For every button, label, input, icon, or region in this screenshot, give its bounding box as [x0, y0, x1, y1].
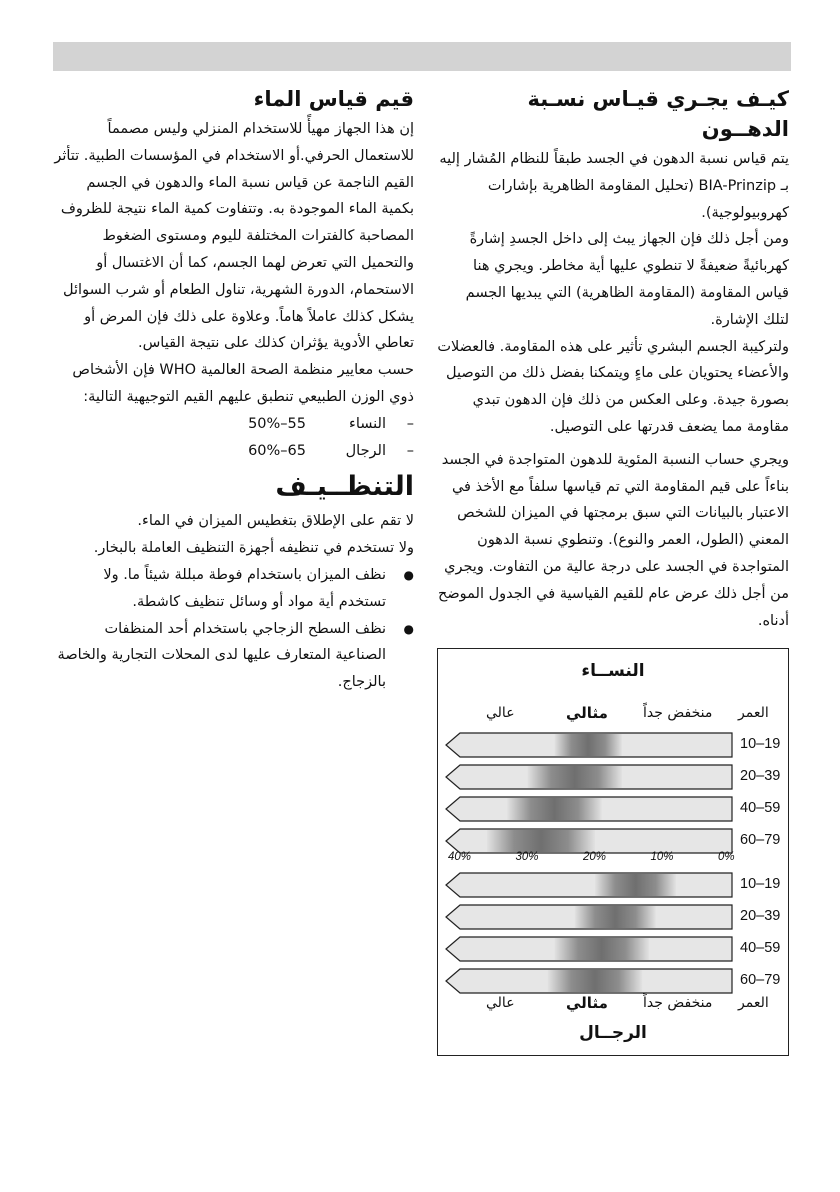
- women-age-label-0: 10–19: [740, 736, 781, 752]
- cleaning-heading: التنظــيـف: [275, 471, 414, 503]
- footer-ideal: مثالي: [566, 994, 608, 1012]
- header-age: العمر: [738, 705, 769, 721]
- bullet-icon: ●: [403, 621, 414, 636]
- women-ideal-band-1: [528, 766, 623, 788]
- bullet-icon: ●: [403, 567, 414, 582]
- women-ideal-band-2: [507, 798, 602, 820]
- women-label: النساء: [349, 415, 386, 432]
- women-age-label-3: 60–79: [740, 832, 781, 848]
- cleaning-line-2: ولا تستخدم في تنظيفه أجهزة التنظيف العاملة بالبخار.: [93, 540, 414, 557]
- percent-tick-4: 0%: [718, 851, 735, 863]
- header-high: عالي: [486, 705, 515, 721]
- women-ideal-band-0: [555, 734, 623, 756]
- men-age-label-0: 10–19: [740, 876, 781, 892]
- dash-marker: –: [406, 415, 414, 432]
- men-ideal-band-1: [575, 906, 656, 928]
- fat-paragraph-4: ويجري حساب النسبة المئوية للدهون المتواجدة في الجسد بناءاً على قيم المقاومة التي تم قياسها سلفاً مع الأخذ في الاعتبار بالبيانات التي سبق برمجتها في الميزان للشخص المعني (الطول، العمر والنوع). وتنطوي نسبة الدهون المتواجدة في الجسد على درجة عالية من التفاوت. ويجري من أجل ذلك عرض عام للقيم القياسية في الجدول الموضح أدناه.: [437, 451, 789, 629]
- percent-tick-2: 20%: [583, 851, 607, 863]
- fat-paragraph-2: ومن أجل ذلك فإن الجهاز يبث إلى داخل الجسدِ إشارةً كهربائيةً ضعيفةً لا تنطوي عليها أية مخاطر. ويجري هنا قياس المقاومة (المقاومة الظاهرية) التي يبديها الجسم لتلك الإشارة.: [465, 231, 789, 328]
- cleaning-bullet-1: [52, 562, 414, 616]
- footer-very-low: منخفض جداً: [643, 995, 713, 1011]
- women-ideal-band-3: [487, 830, 595, 852]
- header-bar: [53, 42, 791, 71]
- percent-tick-0: 40%: [448, 851, 472, 863]
- women-value: 50%–55: [248, 415, 306, 432]
- men-age-label-1: 20–39: [740, 908, 781, 924]
- water-heading: قيم قياس الماء: [253, 87, 414, 111]
- men-chart-title: الرجــال: [579, 1023, 647, 1043]
- percent-tick-3: 10%: [650, 851, 674, 863]
- header-very-low: منخفض جداً: [643, 705, 713, 721]
- women-guideline: [52, 411, 414, 438]
- men-guideline: [52, 438, 414, 465]
- fat-paragraph-1: يتم قياس نسبة الدهون في الجسد طبقاً للنظام المُشار إليه بـ BIA-Prinzip (تحليل المقاومة الظاهرية بإشارات كهروبيولوجية).: [439, 151, 789, 221]
- water-section: [52, 84, 414, 696]
- men-label: الرجال: [345, 442, 386, 459]
- men-age-label-3: 60–79: [740, 972, 781, 988]
- percent-tick-1: 30%: [515, 851, 539, 863]
- men-age-label-2: 40–59: [740, 940, 781, 956]
- cleaning-bullet-2-text: نظف السطح الزجاجي باستخدام أحد المنظفات الصناعية المتعارف عليها لدى المحلات التجارية والخاصة بالزجاج.: [57, 620, 386, 691]
- footer-age: العمر: [738, 995, 769, 1011]
- dash-marker: –: [406, 442, 414, 459]
- cleaning-bullet-1-text: نظف الميزان باستخدام فوطة مبللة شيئاً ما. ولا تستخدم أية مواد أو وسائل تنظيف كاشطة.: [103, 566, 386, 610]
- footer-high: عالي: [486, 995, 515, 1011]
- header-ideal: مثالي: [566, 704, 608, 722]
- body-fat-chart: [437, 648, 789, 1056]
- cleaning-bullet-2: [52, 616, 414, 696]
- men-value: 60%–65: [248, 442, 306, 459]
- fat-measurement-section: [437, 84, 789, 634]
- men-ideal-band-3: [548, 970, 643, 992]
- women-chart-title: النســاء: [581, 661, 645, 681]
- cleaning-line-1: لا تقم على الإطلاق بتغطيس الميزان في الماء.: [137, 513, 414, 530]
- fat-paragraph-3: ولتركيبة الجسم البشري تأثير على هذه المقاومة. فالعضلات والأعضاء يحتويان على ماءٍ ويتمكنا بفضل ذلك من التوصيل بصورة جيدة. وعلى العكس من ذلك فإن الدهون تبدي مقاومة مما يضعف قدرتها على التوصيل.: [437, 338, 789, 435]
- men-ideal-band-2: [555, 938, 650, 960]
- women-age-label-1: 20–39: [740, 768, 781, 784]
- men-ideal-band-0: [595, 874, 676, 896]
- fat-heading: كيـف يجـري قيـاس نسـبة الدهــون: [527, 87, 789, 141]
- women-age-label-2: 40–59: [740, 800, 781, 816]
- men-bar-0: [446, 873, 732, 897]
- water-paragraph-2: حسب معايير منظمة الصحة العالمية WHO فإن الأشخاص ذوي الوزن الطبيعي تنطبق عليهم القيم التوجيهية التالية:: [72, 362, 414, 405]
- water-paragraph-1: إن هذا الجهاز مهيأً للاستخدام المنزلي وليس مصمماً للاستعمال الحرفي.أو الاستخدام في المؤسسات الطبية. تتأثر القيم الناجمة عن قياس نسبة الماء والدهون في الجسم بكمية الماء الموجودة به. وتتفاوت كمية الماء نتيجة للظروف المصاحبة كالفترات المختلفة لليوم ومستوى الضغوط والتحميل التي تعرض لهما الجسم، كما أن الاغتسال أو الاستحمام، الدورة الشهرية، تناول الطعام أو شرب السوائل يشكل كذلك عاملاً هاماً. وعلاوة على ذلك فإن المرض أو تعاطي الأدوية يؤثران كذلك على نتيجة القياس.: [54, 121, 414, 352]
